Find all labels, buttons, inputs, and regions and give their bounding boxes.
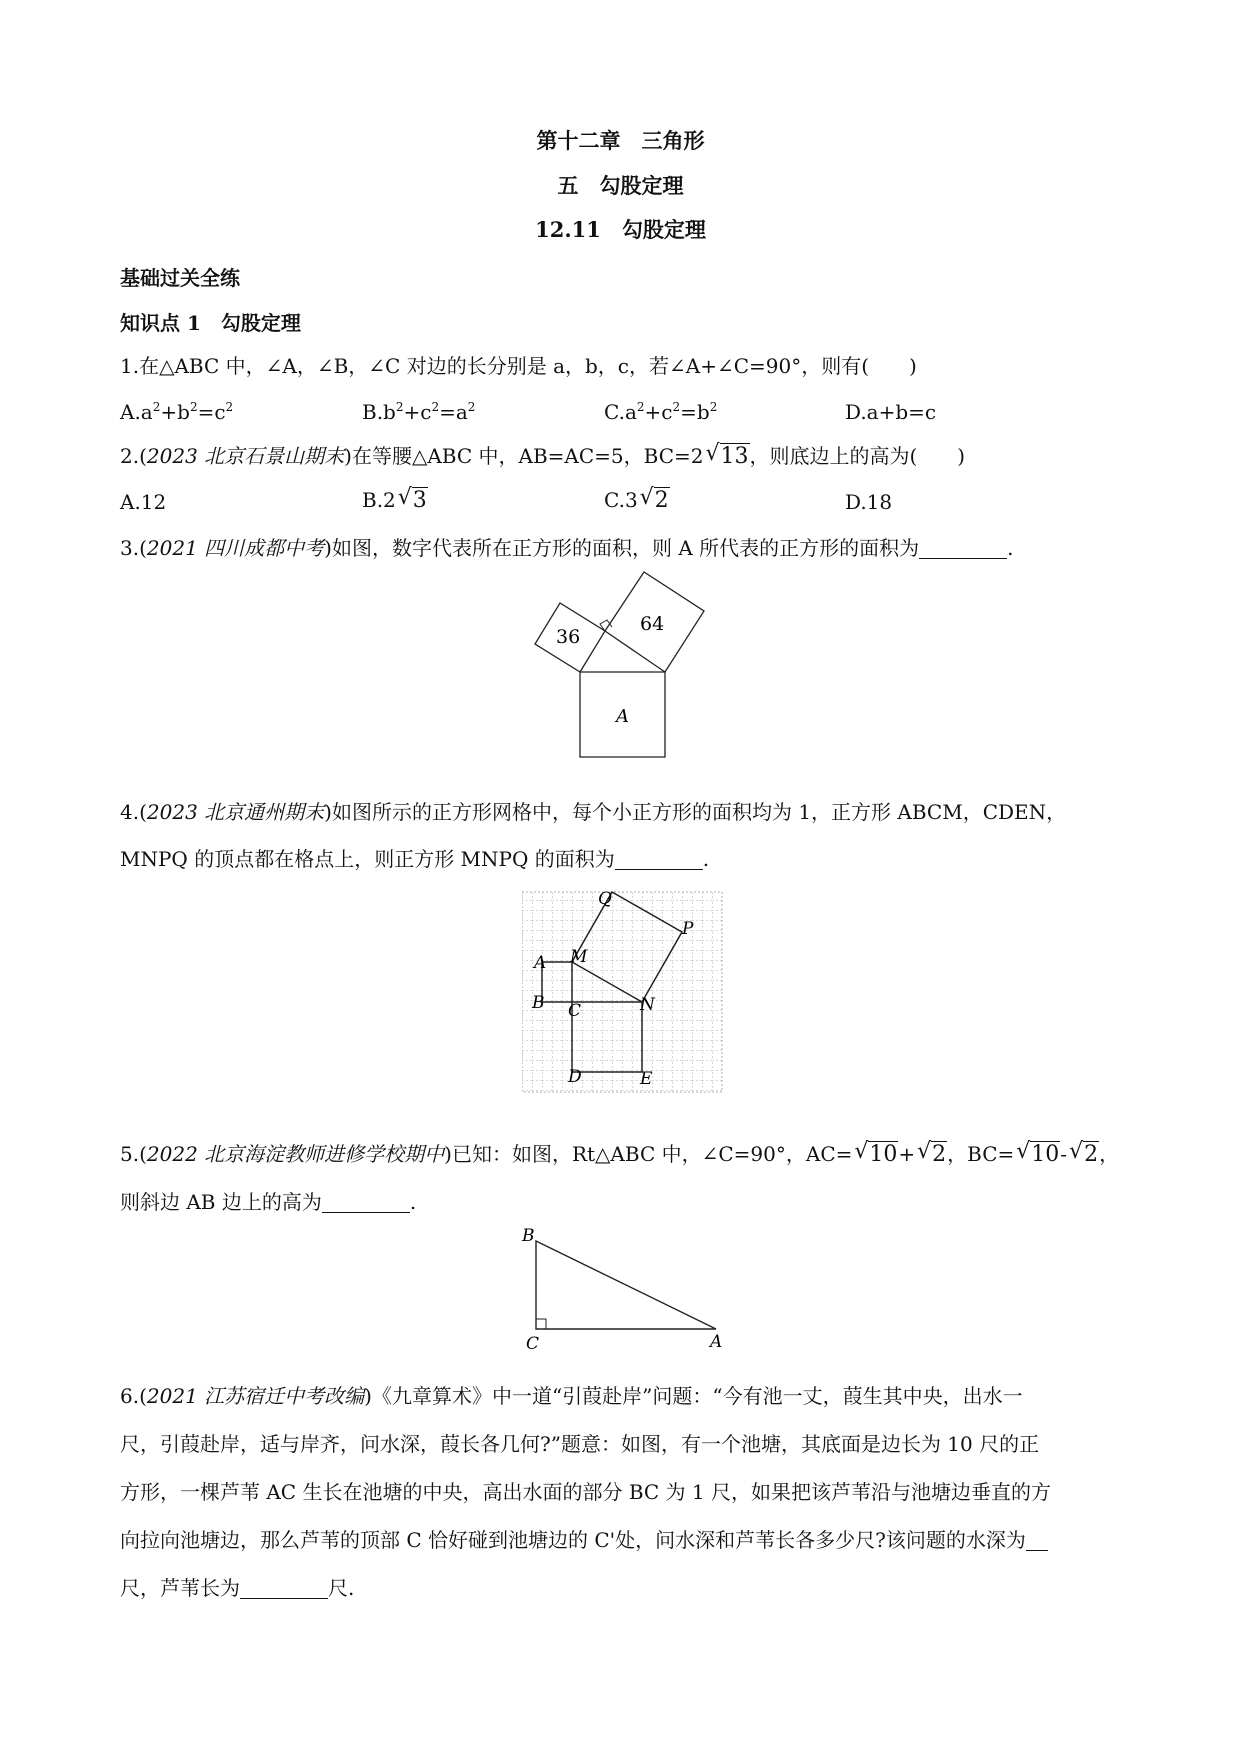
q4-label-B: B: [532, 993, 545, 1013]
q4-label-C: C: [568, 1001, 582, 1021]
q4-answer-blank[interactable]: [615, 849, 703, 870]
q4-label-A: A: [534, 953, 547, 973]
q5-stem-line1: 5.(2022 北京海淀教师进修学校期中)已知：如图，Rt△ABC 中，∠C=90°，AC=√ 10+√ 2，BC=√ 10-√ 2，: [120, 1140, 1119, 1169]
sqrt-13: √ 13: [706, 442, 750, 471]
q2-option-c: C.3√ 2: [604, 486, 670, 515]
lesson-title: [0, 214, 1241, 244]
q4-label-D: D: [568, 1067, 582, 1087]
q5-label-B: B: [522, 1226, 535, 1246]
q1-option-a: $A.a^2+b^2=c^2$: [120, 400, 234, 424]
q1-option-d: D.a+b=c: [845, 400, 937, 424]
q3-label-64: 64: [640, 613, 665, 635]
q3-stem: 3.(2021 四川成都中考)如图，数字代表所在正方形的面积，则 A 所代表的正方形的面积为 .: [120, 536, 1014, 560]
q5-answer-blank[interactable]: [322, 1192, 410, 1213]
q4-label-Q: Q: [598, 890, 612, 909]
q4-label-P: P: [682, 919, 694, 939]
knowledge-label: 知识点 1 勾股定理: [120, 311, 301, 335]
q2-option-a: A.12: [120, 490, 167, 514]
q4-grid-figure: [522, 890, 728, 1094]
q2-stem: 2.(2023 北京石景山期末)在等腰△ABC 中，AB=AC=5，BC=2√ 13，则底边上的高为( ): [120, 442, 965, 471]
q5-triangle-figure: [520, 1225, 730, 1355]
q1-option-b: $B.b^2+c^2=a^2$: [362, 400, 476, 424]
q1-option-c: $C.a^2+c^2=b^2$: [604, 400, 718, 424]
q6-line5: 尺，芦苇长为 尺.: [120, 1576, 355, 1600]
q4-label-E: E: [640, 1069, 653, 1089]
q6-depth-blank[interactable]: [1026, 1530, 1048, 1551]
q5-label-A: A: [710, 1332, 723, 1352]
q6-line3: 方形，一棵芦苇 AC 生长在池塘的中央，高出水面的部分 BC 为 1 尺，如果把该芦苇沿与池塘边垂直的方: [120, 1480, 1051, 1504]
q2-option-b: B.2√ 3: [362, 486, 428, 515]
q3-figure: [530, 570, 720, 765]
q5-label-C: C: [526, 1334, 540, 1354]
q3-label-A: A: [616, 706, 629, 727]
q4-label-M: M: [570, 947, 588, 967]
q6-line2: 尺，引葭赴岸，适与岸齐，问水深，葭长各几何?”题意：如图，有一个池塘，其底面是边长为 10 尺的正: [120, 1432, 1040, 1456]
q5-stem-line2: 则斜边 AB 边上的高为 .: [120, 1190, 417, 1214]
practice-label: 基础过关全练: [120, 266, 240, 290]
chapter-title: 第十二章 三角形: [536, 128, 705, 153]
q4-stem-line1: 4.(2023 北京通州期末)如图所示的正方形网格中，每个小正方形的面积均为 1，正方形 ABCM，CDEN，: [120, 800, 1067, 824]
q2-option-d: D.18: [845, 490, 893, 514]
q6-line4: 向拉向池塘边，那么芦苇的顶部 C 恰好碰到池塘边的 C'处，问水深和芦苇长各多少尺?该问题的水深为: [120, 1526, 1048, 1554]
q3-answer-blank[interactable]: [919, 538, 1007, 559]
section-title: 五 勾股定理: [557, 173, 684, 198]
q3-label-36: 36: [556, 626, 581, 648]
q4-stem-line2: MNPQ 的顶点都在格点上，则正方形 MNPQ 的面积为 .: [120, 847, 710, 871]
q1-stem: 1.在△ABC 中，∠A，∠B，∠C 对边的长分别是 a，b，c，若∠A+∠C=90°，则有( ): [120, 354, 917, 378]
q6-line1: 6.(2021 江苏宿迁中考改编)《九章算术》中一道“引葭赴岸”问题：“今有池一丈，葭生其中央，出水一: [120, 1384, 1023, 1408]
lesson-title-text: 12.11 勾股定理: [535, 217, 706, 242]
q6-reed-length-blank[interactable]: [240, 1578, 328, 1599]
q4-label-N: N: [640, 995, 655, 1015]
